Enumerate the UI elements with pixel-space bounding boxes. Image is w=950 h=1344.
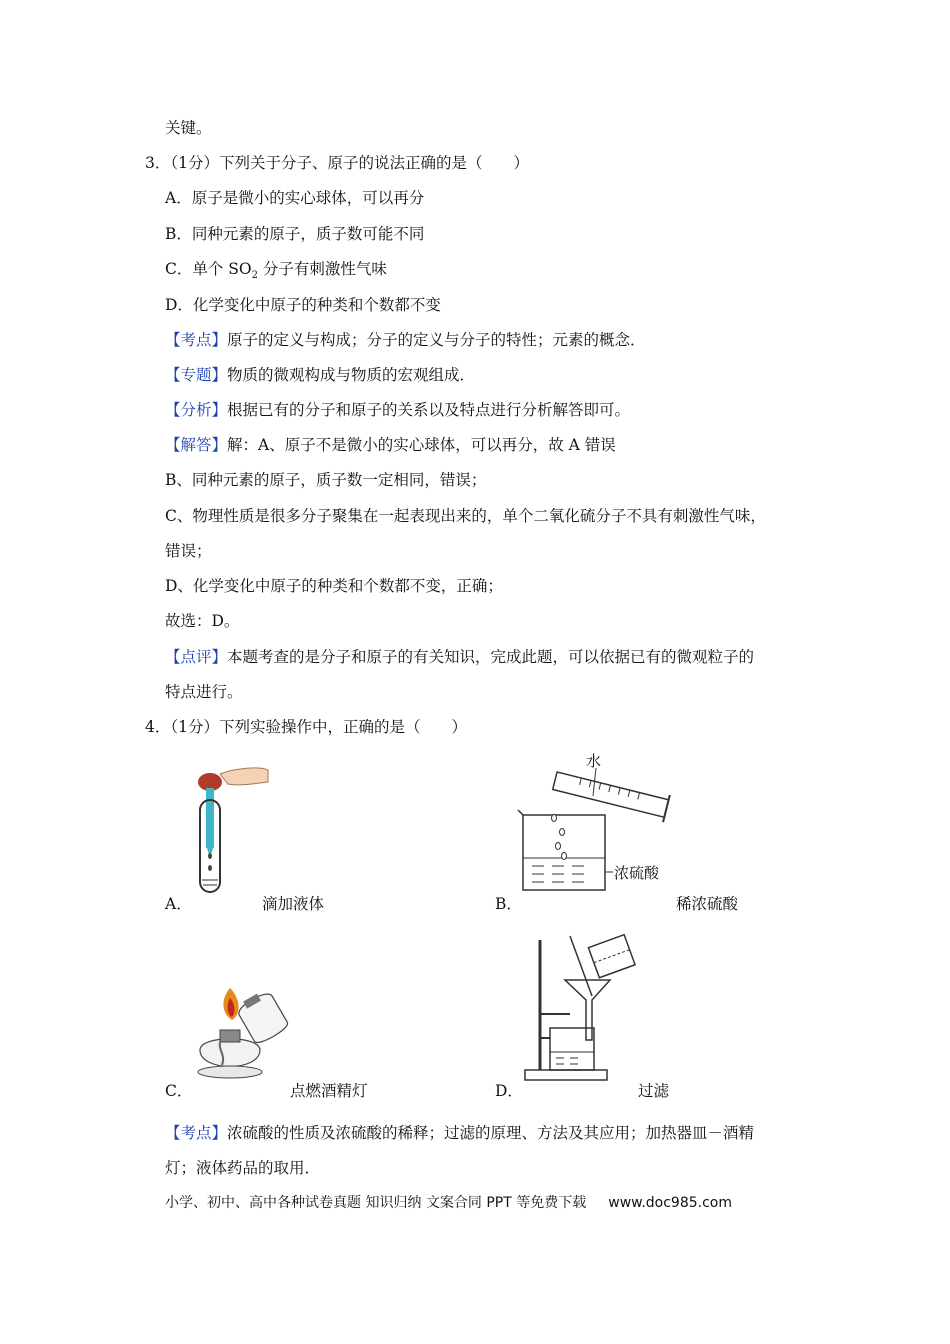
jieda-tag: 【解答】 — [165, 436, 228, 454]
kaodian-tag: 【考点】 — [165, 331, 228, 349]
footer — [165, 1192, 732, 1212]
option-4d-caption: 过滤 — [638, 1082, 670, 1100]
jieda-line: 【解答】解：A、原子不是微小的实心球体，可以再分，故 A 错误 — [165, 436, 616, 454]
answer-line-b: B、同种元素的原子，质子数一定相同，错误； — [165, 471, 487, 489]
option-3c: C．单个 $SO_2$ 分子有刺激性气味 — [165, 260, 387, 282]
option-4a-letter: A． — [165, 895, 192, 913]
option-4b-letter: B． — [495, 895, 522, 913]
option-4c-letter: C． — [165, 1082, 193, 1100]
question-4-stem: 4．（1分）下列实验操作中，正确的是（ ） — [145, 718, 467, 736]
question-3-stem: 3．（1分）下列关于分子、原子的说法正确的是（ ） — [145, 154, 529, 172]
option-3a: A．原子是微小的实心球体，可以再分 — [165, 189, 425, 207]
dianping-tag: 【点评】 — [165, 648, 228, 666]
figure-alcohol-lamp — [190, 980, 290, 1085]
answer-selection: 故选：D。 — [165, 612, 240, 630]
kaodian-line: 【考点】原子的定义与构成；分子的定义与分子的特性；元素的概念． — [165, 331, 646, 349]
dianping-line: 【点评】本题考查的是分子和原子的有关知识，完成此题，可以依据已有的微观粒子的 — [165, 648, 755, 666]
kaodian-2-line-cont: 灯；液体药品的取用． — [165, 1159, 321, 1177]
figure-dilution — [518, 750, 688, 895]
option-4a-caption: 滴加液体 — [262, 895, 325, 913]
option-4b-caption: 稀浓硫酸 — [676, 895, 739, 913]
fenxi-line: 【分析】根据已有的分子和原子的关系以及特点进行分析解答即可。 — [165, 401, 631, 419]
figure-dropper-test-tube — [180, 760, 270, 900]
answer-line-c: C、物理性质是很多分子聚集在一起表现出来的，单个二氧化硫分子不具有刺激性气味， — [165, 507, 766, 525]
kaodian-2-tag: 【考点】 — [165, 1124, 228, 1142]
zhuanti-tag: 【专题】 — [165, 366, 228, 384]
answer-line-c-cont: 错误； — [165, 542, 212, 560]
footer-url[interactable]: www.doc985.com — [608, 1195, 732, 1211]
kaodian-2-line: 【考点】浓硫酸的性质及浓硫酸的稀释；过滤的原理、方法及其应用；加热器皿－酒精 — [165, 1124, 755, 1142]
figure-filtration — [520, 930, 640, 1085]
water-label: 水 — [586, 752, 602, 770]
option-4d-letter: D． — [495, 1082, 523, 1100]
text-line: 关键。 — [165, 119, 212, 137]
acid-label: 浓硫酸 — [614, 864, 660, 882]
option-4c-caption: 点燃酒精灯 — [290, 1082, 368, 1100]
answer-line-d: D、化学变化中原子的种类和个数都不变，正确； — [165, 577, 503, 595]
footer-text: 小学、初中、高中各种试卷真题 知识归纳 文案合同 PPT 等免费下载 — [165, 1195, 587, 1211]
option-3b: B．同种元素的原子，质子数可能不同 — [165, 225, 425, 243]
dianping-line-cont: 特点进行。 — [165, 683, 243, 701]
fenxi-tag: 【分析】 — [165, 401, 228, 419]
zhuanti-line: 【专题】物质的微观构成与物质的宏观组成． — [165, 366, 476, 384]
option-3d: D．化学变化中原子的种类和个数都不变 — [165, 296, 441, 314]
